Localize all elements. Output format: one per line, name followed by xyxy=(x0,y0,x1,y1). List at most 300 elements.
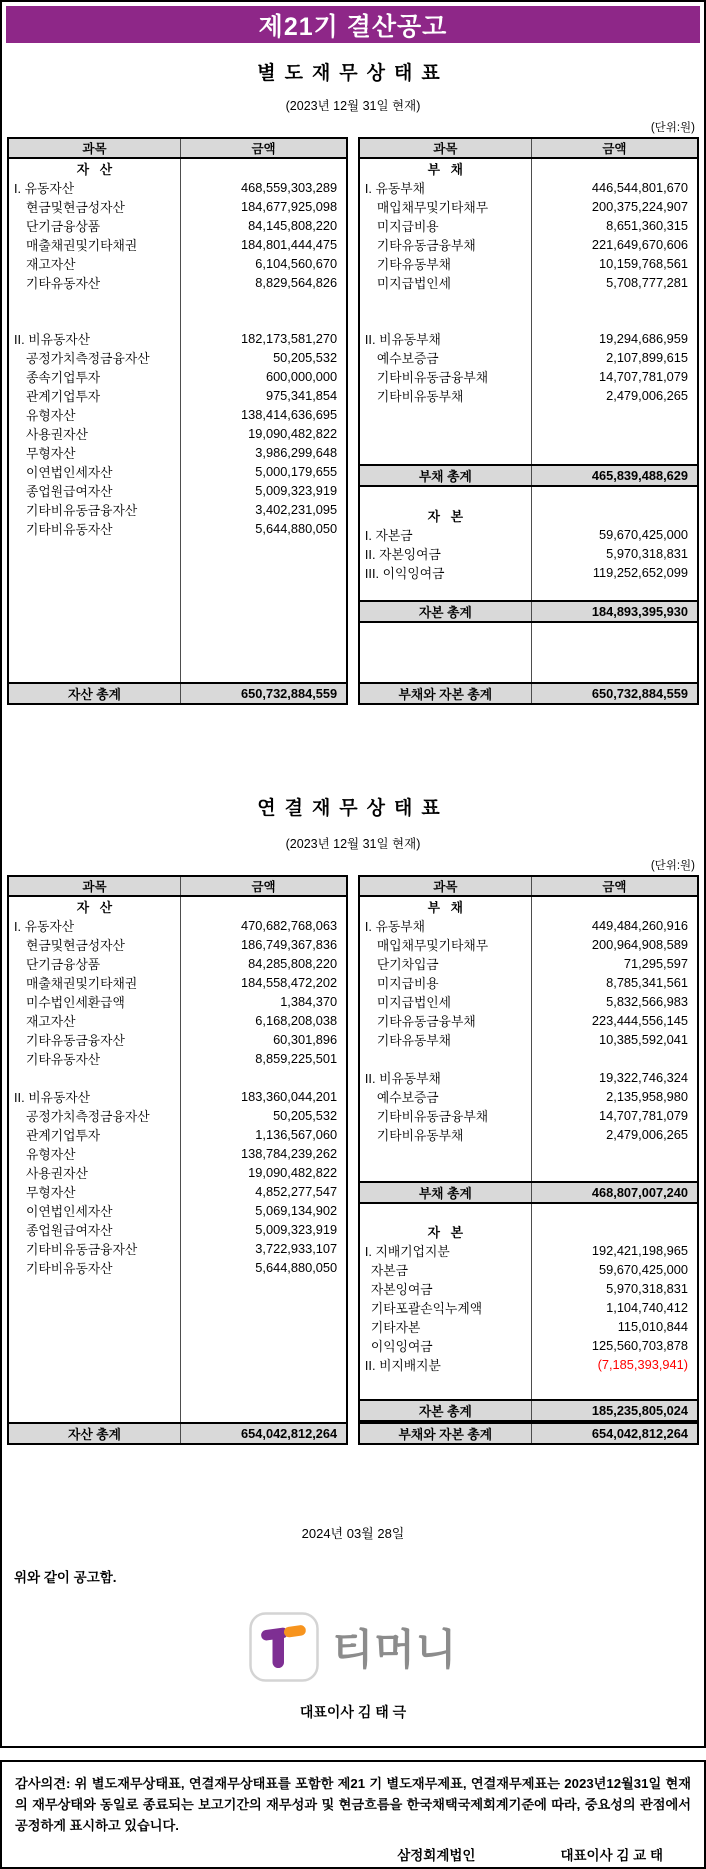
blank-row xyxy=(360,1374,697,1393)
account-label: 미지급법인세 xyxy=(360,273,532,292)
table-spacer xyxy=(9,538,346,682)
consolidated-statement-date: (2023년 12월 31일 현재) xyxy=(285,837,421,851)
amount-value: 8,785,341,561 xyxy=(606,975,688,990)
statement-row xyxy=(360,1068,697,1087)
total-label: 부채 총계 xyxy=(360,1183,532,1202)
statement-row xyxy=(360,935,697,954)
account-label: 매출채권및기타채권 xyxy=(9,973,181,992)
statement-row xyxy=(360,563,697,582)
statement-row xyxy=(9,935,346,954)
account-label: 기타비유동금융부채 xyxy=(360,1106,532,1125)
account-label: 관계기업투자 xyxy=(9,386,181,405)
statement-row xyxy=(9,367,346,386)
account-label: II. 비유동자산 xyxy=(9,1087,181,1106)
blank-row xyxy=(360,487,697,506)
unit-label: (단위:원) xyxy=(650,122,695,134)
amount-value: 2,107,899,615 xyxy=(606,350,688,365)
amount-value: 50,205,532 xyxy=(273,350,338,365)
total-value: 468,807,007,240 xyxy=(591,1184,688,1200)
statement-row xyxy=(9,1144,346,1163)
account-label: 공정가치측정금융자산 xyxy=(9,1106,181,1125)
amount-value xyxy=(532,292,697,311)
statement-row xyxy=(360,1011,697,1030)
statement-row xyxy=(9,1163,346,1182)
amount-value xyxy=(532,506,697,525)
amount-value: 125,560,703,878 xyxy=(591,1338,688,1354)
amount-value: 975,341,854 xyxy=(265,388,338,403)
amount-value: 200,964,908,589 xyxy=(591,937,688,952)
amount-value xyxy=(532,1049,697,1068)
amount-value xyxy=(532,1374,697,1393)
amount-value: 5,644,880,050 xyxy=(255,1259,338,1275)
unit-label: (단위:원) xyxy=(650,860,695,872)
account-label: 기타비유동자산 xyxy=(9,519,181,538)
blank-row xyxy=(360,1204,697,1223)
amount-value: 50,205,532 xyxy=(273,1107,338,1123)
account-label: 기타비유동금융부채 xyxy=(360,367,532,386)
amount-value: 71,295,597 xyxy=(623,956,688,971)
amount-value: 5,069,134,902 xyxy=(255,1202,338,1218)
statement-row xyxy=(360,1241,697,1260)
blank-row xyxy=(9,292,346,311)
amount-value xyxy=(181,159,346,178)
amount-value: 1,136,567,060 xyxy=(255,1126,338,1142)
liabilities-equity-grand-total-row xyxy=(360,682,697,703)
statement-row xyxy=(9,1125,346,1144)
account-label: 사용권자산 xyxy=(9,424,181,443)
liabilities-total-row xyxy=(360,1181,697,1204)
blank-row xyxy=(360,582,697,601)
amount-value: 138,414,636,695 xyxy=(241,407,338,422)
separate-assets-table xyxy=(7,137,348,705)
account-label: 단기금융상품 xyxy=(9,216,181,235)
account-label: 매출채권및기타채권 xyxy=(9,235,181,254)
amount-value: 223,444,556,145 xyxy=(591,1013,688,1028)
statement-row xyxy=(9,500,346,519)
statement-row xyxy=(360,1087,697,1106)
account-label: 기타비유동부채 xyxy=(360,386,532,405)
amount-value: 115,010,844 xyxy=(617,1319,688,1335)
amount-value: 59,670,425,000 xyxy=(599,1262,688,1278)
account-label: 이연법인세자산 xyxy=(9,462,181,481)
account-label: II. 자본잉여금 xyxy=(360,544,532,563)
amount-value: 5,970,318,831 xyxy=(606,545,688,561)
column-header-amount: 금액 xyxy=(602,142,627,156)
amount-value: 8,859,225,501 xyxy=(255,1051,338,1066)
consolidated-statement-title: 연결재무상태표 xyxy=(257,798,449,819)
account-label: 자 본 xyxy=(360,1222,532,1241)
account-label: 단기금융상품 xyxy=(9,954,181,973)
account-label: 관계기업투자 xyxy=(9,1125,181,1144)
statement-row xyxy=(360,1106,697,1125)
total-label: 자산 총계 xyxy=(9,684,181,703)
table-spacer xyxy=(360,623,697,682)
amount-value: 19,090,482,822 xyxy=(248,1164,338,1180)
blank-row xyxy=(9,311,346,330)
amount-value: 59,670,425,000 xyxy=(599,526,688,542)
separate-tables xyxy=(6,137,700,705)
statement-row xyxy=(9,1220,346,1239)
amount-value: 183,360,044,201 xyxy=(241,1088,338,1104)
amount-value: 1,384,370 xyxy=(280,994,338,1009)
audit-opinion-text: 감사의견: 위 별도재무상태표, 연결재무상태표를 포함한 제21 기 별도재무제표, 연결재무제표는 2023년12월31일 현재의 재무상태와 동일로 종료되는 보고기간의 재무성과 및 현금흐름을 한국채택국제회계기준에 따라, 중요성의 관점에서 공정하게 표시하고 있습니다. xyxy=(15,1776,691,1834)
account-label: 사용권자산 xyxy=(9,1163,181,1182)
company-logo xyxy=(6,1612,700,1682)
column-header-amount: 금액 xyxy=(602,880,627,894)
account-label: 재고자산 xyxy=(9,1011,181,1030)
amount-value: 1,104,740,412 xyxy=(606,1300,688,1316)
section-header-row xyxy=(360,159,697,178)
amount-value xyxy=(532,311,697,330)
table-header-row xyxy=(9,877,346,897)
amount-value: 3,402,231,095 xyxy=(255,502,338,517)
statement-row xyxy=(9,462,346,481)
account-label xyxy=(360,582,532,601)
account-label: 예수보증금 xyxy=(360,348,532,367)
account-label: 자 산 xyxy=(9,159,181,178)
total-label: 부채와 자본 총계 xyxy=(360,1424,532,1443)
account-label: 매입채무및기타채무 xyxy=(360,197,532,216)
account-label: I. 유동부채 xyxy=(360,916,532,935)
account-label: 공정가치측정금융자산 xyxy=(9,348,181,367)
account-label: II. 비유동자산 xyxy=(9,329,181,348)
statement-row xyxy=(9,954,346,973)
account-label xyxy=(360,487,532,506)
section-header-row xyxy=(360,1222,697,1241)
statement-row xyxy=(9,1087,346,1106)
statement-row xyxy=(360,1298,697,1317)
statement-row xyxy=(9,1011,346,1030)
page-title: 제21기 결산공고 xyxy=(258,12,448,41)
statement-row xyxy=(360,348,697,367)
account-label: 기타유동부채 xyxy=(360,1030,532,1049)
amount-value: 184,677,925,098 xyxy=(241,199,338,214)
statement-row xyxy=(360,273,697,292)
account-label: 기타비유동자산 xyxy=(9,1258,181,1277)
amount-value: 2,479,006,265 xyxy=(606,388,688,403)
account-label xyxy=(9,311,181,330)
total-value: 650,732,884,559 xyxy=(591,686,688,701)
account-label: 부 채 xyxy=(360,159,532,178)
statement-row xyxy=(9,916,346,935)
account-label: 기타비유동금융자산 xyxy=(9,1239,181,1258)
statement-row xyxy=(9,197,346,216)
total-value: 654,042,812,264 xyxy=(591,1426,688,1441)
amount-value: 5,708,777,281 xyxy=(606,275,688,290)
total-value: 465,839,488,629 xyxy=(591,468,688,483)
statement-row xyxy=(9,1106,346,1125)
amount-value: 5,000,179,655 xyxy=(255,464,338,479)
table-spacer xyxy=(360,405,697,464)
section-header-row xyxy=(9,159,346,178)
statement-row xyxy=(9,973,346,992)
total-label: 자산 총계 xyxy=(9,1424,181,1443)
statement-row xyxy=(9,254,346,273)
amount-value: 200,375,224,907 xyxy=(591,199,688,214)
account-label: 기타비유동부채 xyxy=(360,1125,532,1144)
amount-value: 221,649,670,606 xyxy=(591,237,688,252)
equity-total-row xyxy=(360,600,697,623)
statement-row xyxy=(360,235,697,254)
account-label: II. 비유동부채 xyxy=(360,329,532,348)
account-label: III. 이익잉여금 xyxy=(360,563,532,582)
consolidated-liabilities-table xyxy=(358,875,699,1445)
amount-value xyxy=(181,897,346,916)
statement-row xyxy=(9,216,346,235)
title-banner xyxy=(6,6,700,43)
consolidated-tables xyxy=(6,875,700,1445)
account-label: 기타유동금융부채 xyxy=(360,235,532,254)
column-header-subject: 과목 xyxy=(360,877,532,895)
table-header-row xyxy=(360,139,697,159)
statement-row xyxy=(360,254,697,273)
amount-value: 5,832,566,983 xyxy=(606,994,688,1009)
audit-firm-ceo: 대표이사 김 교 태 xyxy=(560,1848,663,1864)
blank-row xyxy=(360,1049,697,1068)
account-label: 재고자산 xyxy=(9,254,181,273)
amount-value: 138,784,239,262 xyxy=(241,1145,338,1161)
account-label: 미지급비용 xyxy=(360,973,532,992)
amount-value xyxy=(532,897,697,916)
account-label: 기타유동금융부채 xyxy=(360,1011,532,1030)
account-label xyxy=(360,1204,532,1223)
amount-value: 4,852,277,547 xyxy=(255,1183,338,1199)
blank-row xyxy=(9,1068,346,1087)
amount-value: 14,707,781,079 xyxy=(599,1107,688,1123)
account-label: 기타자본 xyxy=(360,1317,532,1336)
statement-row xyxy=(360,1260,697,1279)
statement-row xyxy=(9,273,346,292)
column-header-amount: 금액 xyxy=(251,880,276,894)
amount-value: 2,135,958,980 xyxy=(606,1088,688,1104)
amount-value xyxy=(532,1204,697,1223)
tmoney-logo-icon xyxy=(249,1612,319,1682)
account-label: 무형자산 xyxy=(9,443,181,462)
amount-value xyxy=(532,159,697,178)
statement-row xyxy=(9,1258,346,1277)
statement-row xyxy=(360,386,697,405)
statement-row xyxy=(9,386,346,405)
amount-value: 6,168,208,038 xyxy=(255,1013,338,1028)
amount-value: 3,986,299,648 xyxy=(255,445,338,460)
account-label: 미지급법인세 xyxy=(360,992,532,1011)
amount-value xyxy=(532,582,697,601)
account-label xyxy=(360,1374,532,1393)
statement-row xyxy=(9,178,346,197)
total-value: 650,732,884,559 xyxy=(241,686,338,701)
amount-value: 119,252,652,099 xyxy=(592,564,688,580)
account-label: 유형자산 xyxy=(9,1144,181,1163)
account-label: 자본잉여금 xyxy=(360,1279,532,1298)
amount-value: 5,970,318,831 xyxy=(606,1281,688,1297)
account-label: 미지급비용 xyxy=(360,216,532,235)
statement-row xyxy=(360,1279,697,1298)
statement-row xyxy=(360,544,697,563)
audit-firm-name: 삼정회계법인 xyxy=(397,1848,476,1864)
column-header-subject: 과목 xyxy=(9,877,181,895)
total-label: 자본 총계 xyxy=(360,1401,532,1420)
section-header-row xyxy=(9,897,346,916)
amount-value xyxy=(532,1222,697,1241)
amount-value xyxy=(181,1068,346,1087)
section-header-row xyxy=(360,506,697,525)
amount-value: 3,722,933,107 xyxy=(255,1240,338,1256)
consolidated-assets-table xyxy=(7,875,348,1445)
total-label: 부채 총계 xyxy=(360,466,532,485)
company-logo-text: 티머니 xyxy=(332,1626,458,1673)
account-label: 기타유동부채 xyxy=(360,254,532,273)
amount-value xyxy=(181,292,346,311)
amount-value: 19,294,686,959 xyxy=(599,331,688,346)
amount-value: 5,009,323,919 xyxy=(255,483,338,498)
account-label: 기타비유동금융자산 xyxy=(9,500,181,519)
announcement-date: 2024년 03월 28일 xyxy=(301,1526,405,1541)
amount-value: 468,559,303,289 xyxy=(241,180,338,195)
total-value: 185,235,805,024 xyxy=(591,1403,688,1418)
account-label: I. 유동부채 xyxy=(360,178,532,197)
total-value: 184,893,395,930 xyxy=(591,604,688,619)
separate-statement-title: 별도재무상태표 xyxy=(257,63,449,84)
account-label xyxy=(360,1049,532,1068)
account-label: 무형자산 xyxy=(9,1182,181,1201)
account-label: 단기차입금 xyxy=(360,954,532,973)
amount-value: 60,301,896 xyxy=(273,1032,338,1047)
table-spacer xyxy=(9,1277,346,1423)
amount-value: 19,322,746,324 xyxy=(599,1069,688,1085)
account-label: 기타유동자산 xyxy=(9,1049,181,1068)
amount-value: 470,682,768,063 xyxy=(241,918,338,933)
statement-row xyxy=(9,235,346,254)
statement-row xyxy=(360,197,697,216)
amount-value: 19,090,482,822 xyxy=(248,426,338,441)
statement-row xyxy=(360,1125,697,1144)
blank-row xyxy=(360,292,697,311)
table-header-row xyxy=(360,877,697,897)
ceo-signature: 대표이사 김 태 극 xyxy=(299,1704,407,1720)
account-label: 이연법인세자산 xyxy=(9,1201,181,1220)
amount-value: 449,484,260,916 xyxy=(591,918,688,933)
account-label: 자 산 xyxy=(9,897,181,916)
amount-value: (7,185,393,941) xyxy=(597,1357,688,1373)
amount-value: 184,801,444,475 xyxy=(241,237,338,252)
amount-value: 600,000,000 xyxy=(265,369,338,384)
audit-opinion-box xyxy=(0,1760,706,1869)
amount-value: 446,544,801,670 xyxy=(591,180,688,195)
liabilities-total-row xyxy=(360,464,697,487)
account-label: 예수보증금 xyxy=(360,1087,532,1106)
account-label: 기타포괄손익누계액 xyxy=(360,1298,532,1317)
statement-row xyxy=(9,405,346,424)
statement-row xyxy=(9,992,346,1011)
assets-total-row xyxy=(9,1422,346,1443)
amount-value: 192,421,198,965 xyxy=(591,1243,688,1259)
account-label: 종속기업투자 xyxy=(9,367,181,386)
amount-value: 2,479,006,265 xyxy=(606,1126,688,1142)
statement-row xyxy=(9,1201,346,1220)
account-label: 현금및현금성자산 xyxy=(9,935,181,954)
announcement-notice: 위와 같이 공고함. xyxy=(14,1570,117,1585)
account-label: I. 자본금 xyxy=(360,525,532,544)
separate-liabilities-table xyxy=(358,137,699,705)
amount-value: 84,285,808,220 xyxy=(248,956,338,971)
statement-row xyxy=(9,348,346,367)
statement-row xyxy=(360,525,697,544)
account-label: I. 유동자산 xyxy=(9,178,181,197)
amount-value: 184,558,472,202 xyxy=(241,975,338,990)
statement-row xyxy=(360,1336,697,1355)
statement-row xyxy=(9,1030,346,1049)
audit-signature-row xyxy=(15,1844,691,1864)
amount-value: 182,173,581,270 xyxy=(241,331,338,346)
account-label: 종업원급여자산 xyxy=(9,481,181,500)
account-label: 부 채 xyxy=(360,897,532,916)
account-label: I. 유동자산 xyxy=(9,916,181,935)
account-label: 자 본 xyxy=(360,506,532,525)
column-header-subject: 과목 xyxy=(9,139,181,157)
assets-total-row xyxy=(9,682,346,703)
total-label: 부채와 자본 총계 xyxy=(360,684,532,703)
amount-value: 14,707,781,079 xyxy=(599,369,688,384)
statement-row xyxy=(9,424,346,443)
liabilities-equity-grand-total-row xyxy=(360,1422,697,1443)
separate-statement-date: (2023년 12월 31일 현재) xyxy=(285,99,421,113)
statement-row xyxy=(360,178,697,197)
statement-row xyxy=(360,329,697,348)
section-header-row xyxy=(360,897,697,916)
amount-value: 6,104,560,670 xyxy=(255,256,338,271)
amount-value xyxy=(181,311,346,330)
table-header-row xyxy=(9,139,346,159)
amount-value: 8,651,360,315 xyxy=(606,218,688,233)
amount-value: 8,829,564,826 xyxy=(255,275,338,290)
amount-value: 186,749,367,836 xyxy=(241,937,338,952)
amount-value: 84,145,808,220 xyxy=(248,218,338,233)
account-label: 미수법인세환급액 xyxy=(9,992,181,1011)
account-label: 현금및현금성자산 xyxy=(9,197,181,216)
statement-row xyxy=(9,1049,346,1068)
account-label xyxy=(9,292,181,311)
total-value: 654,042,812,264 xyxy=(241,1426,338,1441)
account-label: 매입채무및기타채무 xyxy=(360,935,532,954)
amount-value: 5,644,880,050 xyxy=(255,521,338,536)
statement-row xyxy=(360,367,697,386)
statement-row xyxy=(9,329,346,348)
amount-value: 10,385,592,041 xyxy=(599,1032,688,1047)
account-label: 유형자산 xyxy=(9,405,181,424)
column-header-amount: 금액 xyxy=(251,142,276,156)
statement-row xyxy=(9,443,346,462)
statement-row xyxy=(360,992,697,1011)
amount-value xyxy=(532,487,697,506)
total-label: 자본 총계 xyxy=(360,602,532,621)
statement-row xyxy=(9,481,346,500)
column-header-subject: 과목 xyxy=(360,139,532,157)
statement-row xyxy=(360,916,697,935)
account-label: II. 비지배지분 xyxy=(360,1355,532,1374)
statement-row xyxy=(360,1030,697,1049)
statement-row xyxy=(360,1317,697,1336)
account-label xyxy=(9,1068,181,1087)
statement-row xyxy=(9,1182,346,1201)
equity-total-row xyxy=(360,1399,697,1422)
table-spacer xyxy=(360,1144,697,1181)
account-label: 기타유동자산 xyxy=(9,273,181,292)
statement-row xyxy=(9,519,346,538)
account-label: 기타유동금융자산 xyxy=(9,1030,181,1049)
account-label: I. 지배기업지분 xyxy=(360,1241,532,1260)
statement-row xyxy=(360,954,697,973)
statement-row xyxy=(360,216,697,235)
